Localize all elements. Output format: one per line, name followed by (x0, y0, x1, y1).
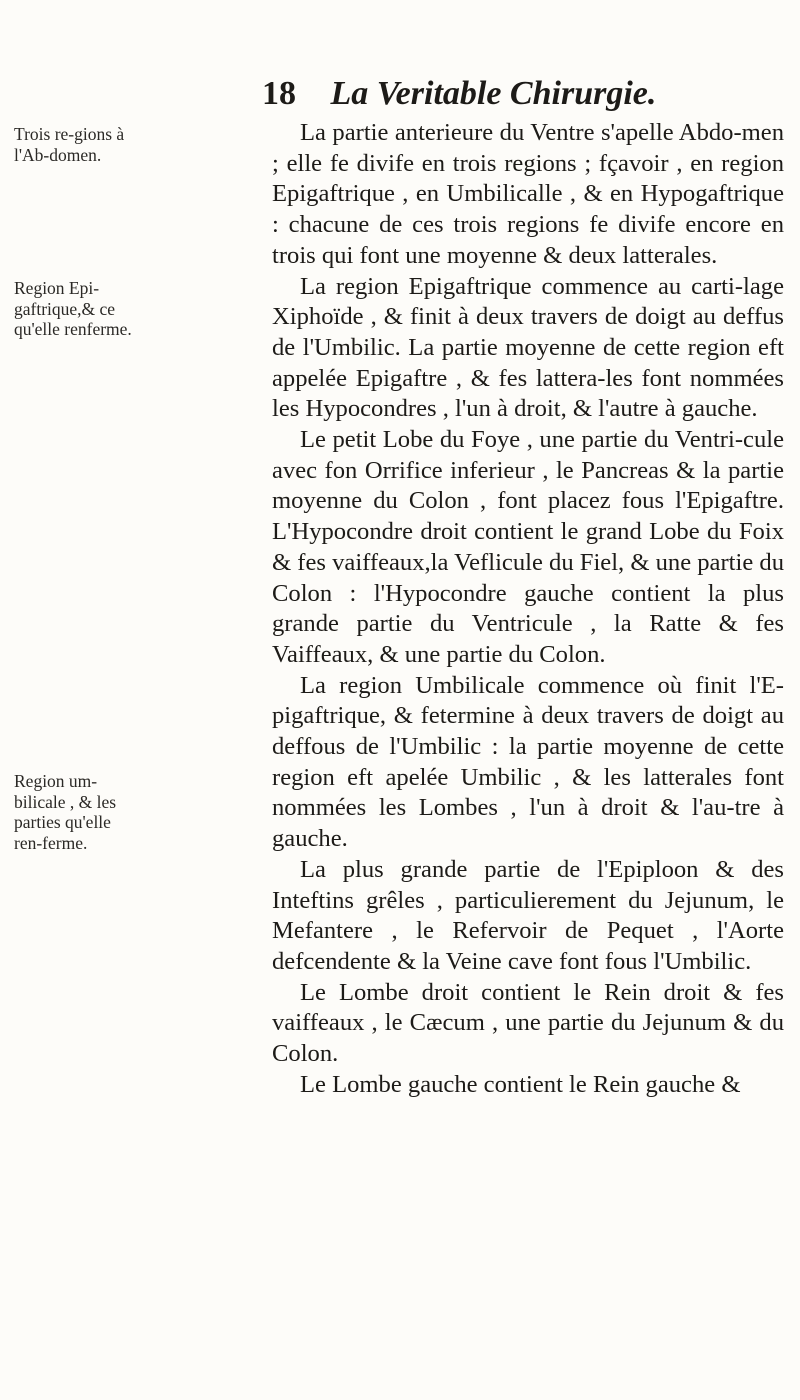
page-number: 18 (262, 75, 296, 112)
margin-note-umbilical-region: Region um-bilicale , & les parties qu'elle ren-ferme. (14, 771, 117, 853)
paragraph: Le Lombe gauche contient le Rein gauche & (300, 1070, 741, 1098)
paragraph: Le Lombe droit contient le Rein droit & fes vaiffeaux , le Cæcum , une partie du Jejunum & du Colon. (272, 978, 784, 1068)
paragraph: La partie anterieure du Ventre s'apelle Abdo-men ; elle fe divife en trois regions ; fçavoir , en region Epigaftrique , en Umbilicalle , & en Hypogaftrique : chacune de ces trois regions fe divife encore en trois qui font une moyenne & deux latterales. (272, 119, 784, 269)
paragraph: La region Umbilicale commence où finit l'E-pigaftrique, & fetermine à deux travers de doigt au deffous de l'Umbilic : la partie moyenne de cette region eft apelée Umbilic , & les latterales font nommées les Lombes , l'un à droit & l'au-tre à gauche. (272, 671, 784, 853)
body-text (272, 118, 784, 1101)
paragraph: Le petit Lobe du Foye , une partie du Ventri-cule avec fon Orrifice inferieur , le Pancreas & la partie moyenne du Colon , font placez fous l'Epigaftre. L'Hypocondre droit contient le grand Lobe du Foix & fes vaiffeaux,la Veflicule du Fiel, & une partie du Colon : l'Hypocondre gauche contient la plus grande partie du Ventricule , la Ratte & fes Vaiffeaux, & une partie du Colon. (272, 426, 784, 668)
running-head (262, 74, 656, 114)
running-title: La Veritable Chirurgie. (330, 75, 657, 112)
margin-note-epigastric-region: Region Epi-gaftrique,& ce qu'elle renferme. (14, 278, 132, 339)
paragraph: La region Epigaftrique commence au carti-lage Xiphoïde , & finit à deux travers de doigt au deffus de l'Umbilic. La partie moyenne de cette region eft appelée Epigaftre , & fes lattera-les font nommées les Hypocondres , l'un à droit, & l'autre à gauche. (272, 272, 784, 423)
margin-note-three-regions: Trois re-gions à l'Ab-domen. (14, 124, 125, 165)
paragraph: La plus grande partie de l'Epiploon & des Inteftins grêles , particulierement du Jejunum, le Mefantere , le Refervoir de Pequet , l'Aorte defcendente & la Veine cave font fous l'Umbilic. (272, 855, 784, 975)
